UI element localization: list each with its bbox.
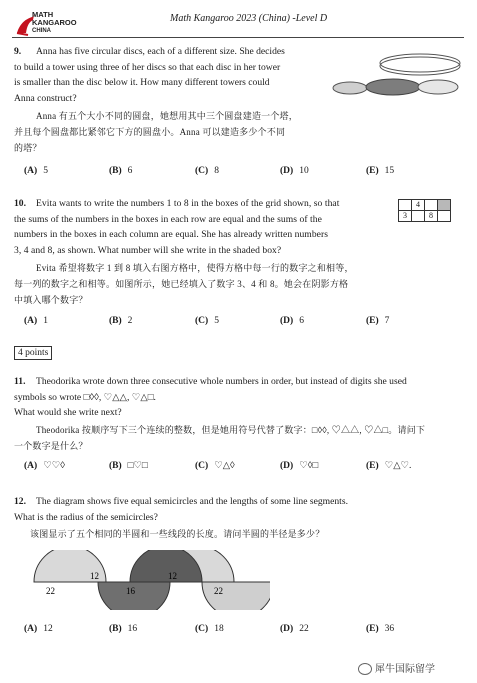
label-22-right: 22 <box>214 586 223 596</box>
logo-line-3: CHINA <box>32 28 51 34</box>
q10-text: Evita wants to write the numbers 1 to 8 in the boxes of the grid shown, so that the sums of the numbers in the boxes in each row are equal and the sums of the numbers in the boxes in each column are equal. She has already written numbers 3, 4 and 8, as shown. What number will she write in the shaded box? <box>14 198 340 256</box>
q12-option-a[interactable]: (A) 12 <box>24 624 53 634</box>
header-rule <box>12 37 464 38</box>
wechat-icon <box>358 663 372 675</box>
q11-option-e[interactable]: (E) ♡△♡. <box>366 461 412 471</box>
q9-option-d[interactable]: (D) 10 <box>280 166 309 176</box>
q10-option-e[interactable]: (E) 7 <box>366 316 390 326</box>
grid-cell <box>438 211 451 222</box>
grid-cell <box>412 211 425 222</box>
q10-option-a[interactable]: (A) 1 <box>24 316 48 326</box>
grid-shaded-cell <box>438 200 451 211</box>
label-16: 16 <box>126 586 135 596</box>
q12-number: 12. <box>14 496 26 507</box>
q9-option-c[interactable]: (C) 8 <box>195 166 219 176</box>
label-22-left: 22 <box>46 586 55 596</box>
q10-option-b[interactable]: (B) 2 <box>109 316 133 326</box>
number-grid <box>398 199 451 222</box>
q9-cn-text: Anna 有五个大小不同的圆盘，她想用其中三个圆盘建造一个塔， 并且每个圆盘都比紧邻它下方的圆盘小。Anna 可以建造多少个不同 的塔？ <box>14 111 298 153</box>
q11-option-c[interactable]: (C) ♡△◊ <box>195 461 235 471</box>
label-12-left: 12 <box>90 571 99 581</box>
q12-option-c[interactable]: (C) 18 <box>195 624 224 634</box>
q11-cn-text: Theodorika 按顺序写下三个连续的整数，但是她用符号代替了数字：□◊◊, ♡△△, ♡△□。请问下 一个数字是什么？ <box>14 425 426 451</box>
q11-number: 11. <box>14 376 26 387</box>
q12-cn-text: 该图显示了五个相同的半圆和一些线段的长度。请问半圆的半径是多少？ <box>30 529 325 539</box>
q12-option-d[interactable]: (D) 22 <box>280 624 309 634</box>
kangaroo-logo <box>14 7 77 41</box>
q9-text: Anna has five circular discs, each of a different size. She decides to build a tower using three of her discs so that each disc in her tower is smaller than the disc below it. How many different towers could Anna construct? <box>14 46 285 104</box>
q12-text: The diagram shows five equal semicircles and the lengths of some line segments. What is the radius of the semicircles? <box>14 496 348 523</box>
grid-cell <box>425 200 438 211</box>
q9-number: 9. <box>14 46 22 57</box>
q9-option-a[interactable]: (A) 5 <box>24 166 48 176</box>
discs-figure <box>328 52 463 98</box>
q11-text: Theodorika wrote down three consecutive whole numbers in order, but instead of digits she used symbols so wrote □◊◊, ♡△△, ♡△□. What would she write next? <box>14 376 407 418</box>
grid-cell <box>399 200 412 211</box>
logo-line-1: MATH <box>32 10 54 19</box>
watermark: 犀牛国际留学 <box>358 660 435 675</box>
q12-option-e[interactable]: (E) 36 <box>366 624 395 634</box>
grid-cell: 4 <box>412 200 425 211</box>
label-12-right: 12 <box>168 571 177 581</box>
q11-option-d[interactable]: (D) ♡◊□ <box>280 461 319 471</box>
q10-option-c[interactable]: (C) 5 <box>195 316 219 326</box>
q10-number: 10. <box>14 198 26 209</box>
logo-line-2: KANGAROO <box>32 18 77 27</box>
semicircles-diagram <box>30 550 270 610</box>
points-badge: 4 points <box>14 346 52 360</box>
q9-option-b[interactable]: (B) 6 <box>109 166 133 176</box>
q11-option-b[interactable]: (B) □♡□ <box>109 461 148 471</box>
q9-option-e[interactable]: (E) 15 <box>366 166 395 176</box>
q11-option-a[interactable]: (A) ♡♡◊ <box>24 461 65 471</box>
header-title: Math Kangaroo 2023 (China) -Level D <box>170 13 328 24</box>
q10-cn-text: Evita 希望将数字 1 到 8 填入右图方格中，使得方格中每一行的数字之和相等， 每一列的数字之和相等。如图所示，她已经填入了数字 3、4 和 8。她会在阴影方格 中填入哪个数字？ <box>14 263 354 305</box>
grid-cell: 8 <box>425 211 438 222</box>
grid-cell: 3 <box>399 211 412 222</box>
q12-option-b[interactable]: (B) 16 <box>109 624 138 634</box>
q10-option-d[interactable]: (D) 6 <box>280 316 304 326</box>
